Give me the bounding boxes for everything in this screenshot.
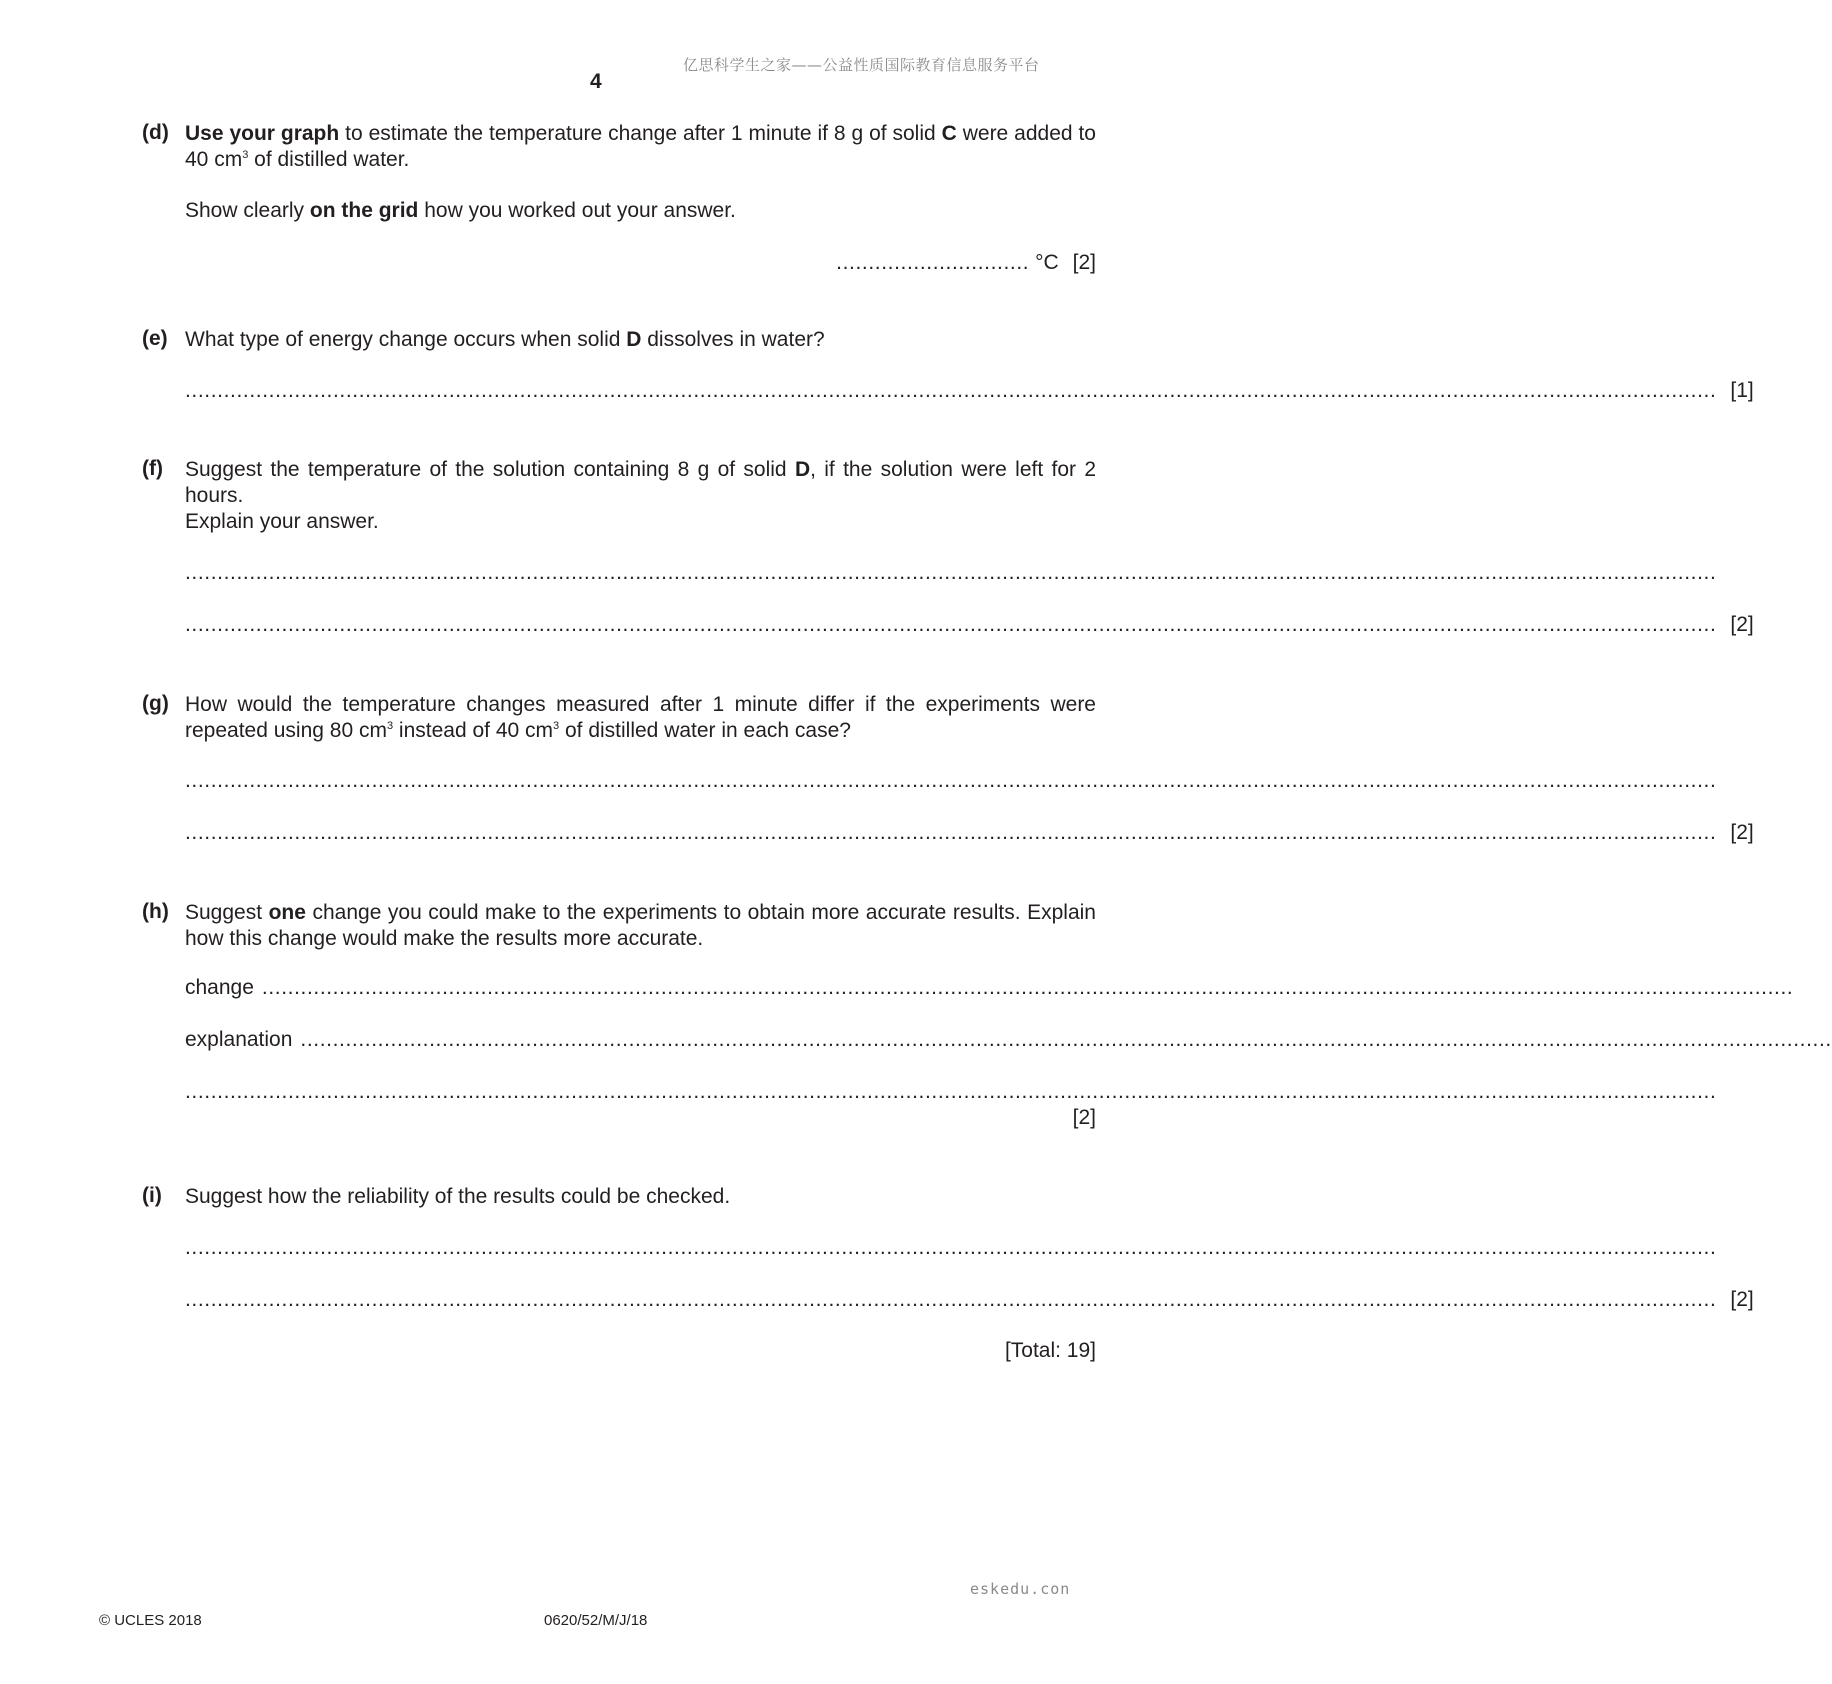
mark: [2] <box>1730 821 1754 844</box>
question-h-text: Suggest one change you could make to the experiments to obtain more accurate results. Explain how this change would make the results more accurate. <box>185 901 1096 950</box>
explanation-label: explanation <box>185 1028 293 1051</box>
change-label: change <box>185 976 254 999</box>
question-d-label: (d) <box>142 121 169 144</box>
header-watermark: 亿思科学生之家——公益性质国际教育信息服务平台 <box>683 56 1040 74</box>
question-d-instruction: Show clearly on the grid how you worked out your answer. <box>185 199 736 222</box>
answer-line[interactable]: .............................................................................................................................................................................................................................................. [2] <box>185 613 1754 636</box>
mark: [2] <box>1730 613 1754 636</box>
question-i-text: Suggest how the reliability of the results could be checked. <box>185 1185 731 1208</box>
answer-line[interactable]: .............................................................................................................................................................................................................................................. [1] <box>185 379 1754 402</box>
answer-line[interactable]: .............................................................................................................................................................................................................................................. [2] <box>185 1288 1754 1311</box>
page-number: 4 <box>590 70 602 93</box>
question-g-label: (g) <box>142 692 169 715</box>
mark: [2] <box>1072 1106 1096 1129</box>
copyright: © UCLES 2018 <box>99 1612 202 1629</box>
question-d-answer-line[interactable]: .............................. °C [2] <box>836 251 1096 274</box>
question-e-label: (e) <box>142 327 168 350</box>
answer-line[interactable]: .............................................................................................................................................................................................................................................. <box>185 561 1717 584</box>
mark: [1] <box>1730 379 1754 402</box>
question-d-text: Use your graph to estimate the temperature change after 1 minute if 8 g of solid C were added to 40 $cm^3$ of distilled water. <box>185 122 1096 171</box>
answer-line[interactable]: .............................................................................................................................................................................................................................................. <box>185 1236 1717 1259</box>
mark: [2] <box>1730 1288 1754 1311</box>
answer-line[interactable]: .............................................................................................................................................................................................................................................. [2] <box>185 821 1754 844</box>
question-f-explain: Explain your answer. <box>185 510 379 533</box>
paper-code: 0620/52/M/J/18 <box>544 1612 648 1629</box>
total-marks: [Total: 19] <box>1004 1339 1096 1362</box>
question-f-label: (f) <box>142 457 163 480</box>
explanation-answer-line[interactable]: explanation .............................................................................................................................................................................................................................................. <box>185 1028 1832 1051</box>
question-g-text: How would the temperature changes measured after 1 minute differ if the experiments were repeated using 80 $cm^3$ instead of 40 $cm^3$ of distilled water in each case? <box>185 693 1096 742</box>
question-f-text: Suggest the temperature of the solution containing 8 g of solid D, if the solution were left for 2 hours. <box>185 458 1097 507</box>
mark: [2] <box>1072 251 1096 274</box>
answer-line[interactable]: .............................................................................................................................................................................................................................................. <box>185 1080 1717 1103</box>
question-h-label: (h) <box>142 900 169 923</box>
question-i-label: (i) <box>142 1184 162 1207</box>
question-e-text: What type of energy change occurs when solid D dissolves in water? <box>185 328 825 351</box>
answer-line[interactable]: .............................................................................................................................................................................................................................................. <box>185 769 1717 792</box>
change-answer-line[interactable]: change .............................................................................................................................................................................................................................................. <box>185 976 1794 999</box>
footer-watermark: eskedu.con <box>970 1580 1071 1598</box>
